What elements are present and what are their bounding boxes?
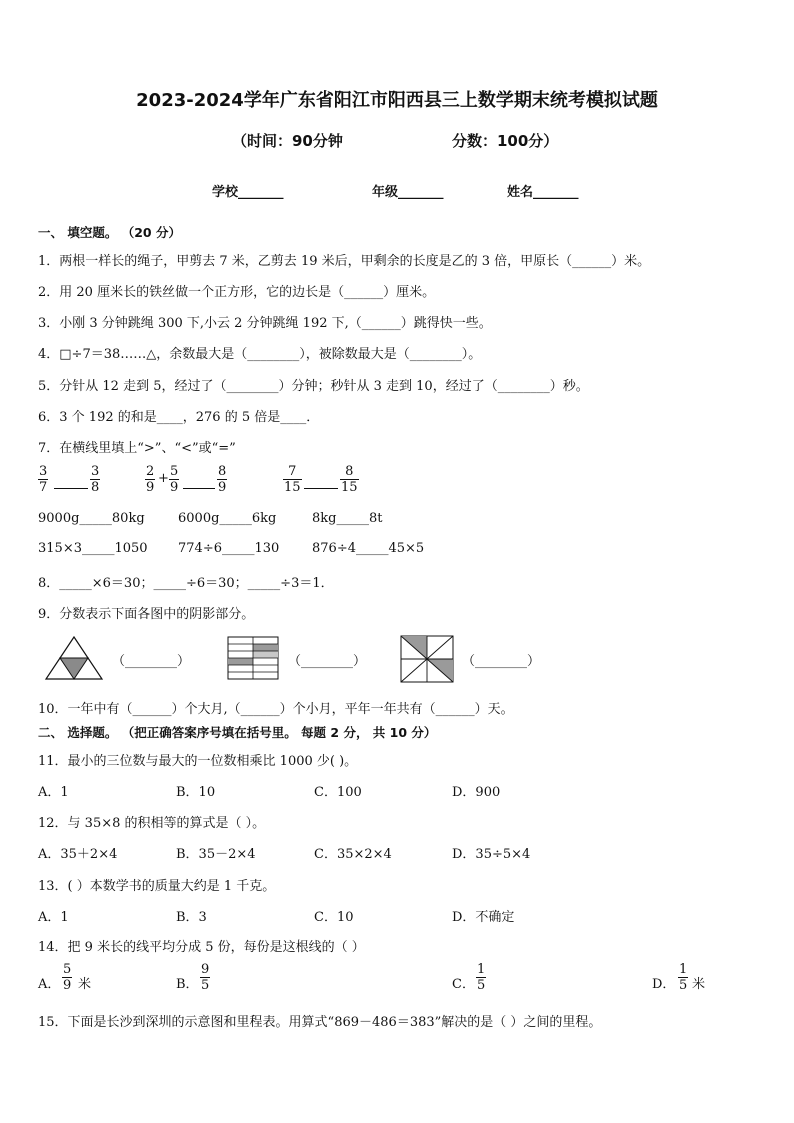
option-b[interactable]: B． [176, 977, 199, 992]
option-a[interactable]: A． [38, 977, 61, 992]
fraction: $\frac{1}{5}$ [679, 962, 688, 993]
option-b[interactable]: B．10 [176, 785, 216, 800]
exam-score: 分数：100分） [452, 132, 559, 150]
option-c[interactable]: C． [452, 977, 475, 992]
option-a[interactable]: A．35＋2×4 [38, 847, 118, 862]
compare-item: 9000g_____80kg [38, 511, 145, 526]
option-c[interactable]: C．100 [314, 785, 362, 800]
section-heading-choice: 二、 选择题。 （把正确答案序号填在括号里。 每题 2 分， 共 10 分） [38, 725, 437, 740]
triangle-figure [44, 635, 104, 681]
option-b[interactable]: B．35－2×4 [176, 847, 256, 862]
question-13: 13．( ）本数学书的质量大约是 1 千克。 [38, 879, 276, 894]
option-d[interactable]: D． [652, 977, 676, 992]
question-5: 5．分针从 12 走到 5，经过了（________）分钟；秒针从 3 走到 10，经过了（________）秒。 [38, 379, 589, 394]
option-d[interactable]: D．900 [452, 785, 501, 800]
option-d[interactable]: D．35÷5×4 [452, 847, 531, 862]
question-3: 3．小刚 3 分钟跳绳 300 下,小云 2 分钟跳绳 192 下,（______）跳得快一些。 [38, 316, 492, 331]
name-field[interactable]: 姓名_______ [507, 185, 579, 200]
compare-item: 774÷6_____130 [178, 541, 280, 556]
compare-blank[interactable] [183, 488, 215, 489]
fraction: $\frac{8}{15}$ [341, 464, 358, 495]
compare-item: 315×3_____1050 [38, 541, 148, 556]
question-1: 1．两根一样长的绳子，甲剪去 7 米，乙剪去 19 米后，甲剩余的长度是乙的 3 倍，甲原长（______）米。 [38, 254, 651, 269]
question-11: 11．最小的三位数与最大的一位数相乘比 1000 少( )。 [38, 754, 358, 769]
answer-blank[interactable]: （________） [288, 654, 367, 669]
option-d[interactable]: D．不确定 [452, 910, 515, 925]
answer-blank[interactable]: （________） [112, 654, 191, 669]
compare-item: 876÷4_____45×5 [312, 541, 425, 556]
question-9-prompt: 9．分数表示下面各图中的阴影部分。 [38, 607, 255, 622]
compare-item: 6000g_____6kg [178, 511, 277, 526]
unit-label: 米 [692, 977, 706, 992]
option-b[interactable]: B．3 [176, 910, 207, 925]
question-2: 2．用 20 厘米长的铁丝做一个正方形，它的边长是（______）厘米。 [38, 285, 436, 300]
fraction: $\frac{8}{9}$ [218, 464, 227, 495]
question-14: 14．把 9 米长的线平均分成 5 份，每份是这根线的（ ） [38, 940, 365, 955]
question-8: 8．_____×6＝30；_____÷6＝30；_____÷3＝1． [38, 576, 334, 591]
answer-blank[interactable]: （________） [462, 654, 541, 669]
question-7-prompt: 7．在横线里填上“>”、“<”或“=” [38, 441, 236, 456]
question-10: 10．一年中有（______）个大月,（______）个小月，平年一年共有（______）天。 [38, 702, 514, 717]
question-6: 6．3 个 192 的和是____，276 的 5 倍是____． [38, 410, 320, 425]
compare-blank[interactable] [304, 488, 338, 489]
question-4: 4．□÷7＝38……△，余数最大是（________），被除数最大是（________）。 [38, 347, 482, 362]
option-a[interactable]: A．1 [38, 785, 69, 800]
school-field[interactable]: 学校_______ [212, 185, 284, 200]
exam-time: （时间：90分钟 [232, 132, 343, 150]
fraction: $\frac{1}{5}$ [477, 962, 486, 993]
plus-sign: + [158, 471, 169, 486]
compare-item: 8kg_____8t [312, 511, 383, 526]
question-12: 12．与 35×8 的积相等的算式是（ ）。 [38, 816, 266, 831]
compare-blank[interactable] [54, 488, 88, 489]
option-c[interactable]: C．10 [314, 910, 354, 925]
grid-figure [227, 636, 279, 680]
page-title: 2023-2024学年广东省阳江市阳西县三上数学期末统考模拟试题 [136, 90, 658, 111]
fraction: $\frac{7}{15}$ [284, 464, 301, 495]
option-c[interactable]: C．35×2×4 [314, 847, 392, 862]
square-figure [400, 635, 454, 683]
section-heading-fill-in: 一、 填空题。 （20 分） [38, 225, 181, 240]
fraction: $\frac{9}{5}$ [201, 962, 210, 993]
fraction: $\frac{2}{9}$ [146, 464, 155, 495]
option-a[interactable]: A．1 [38, 910, 69, 925]
unit-label: 米 [78, 977, 92, 992]
question-15: 15．下面是长沙到深圳的示意图和里程表。用算式“869－486＝383”解决的是（ ）之间的里程。 [38, 1015, 602, 1030]
fraction: $\frac{3}{7}$ [39, 464, 48, 495]
fraction: $\frac{3}{8}$ [91, 464, 100, 495]
fraction: $\frac{5}{9}$ [170, 464, 179, 495]
grade-field[interactable]: 年级_______ [372, 185, 444, 200]
fraction: $\frac{5}{9}$ [63, 962, 72, 993]
